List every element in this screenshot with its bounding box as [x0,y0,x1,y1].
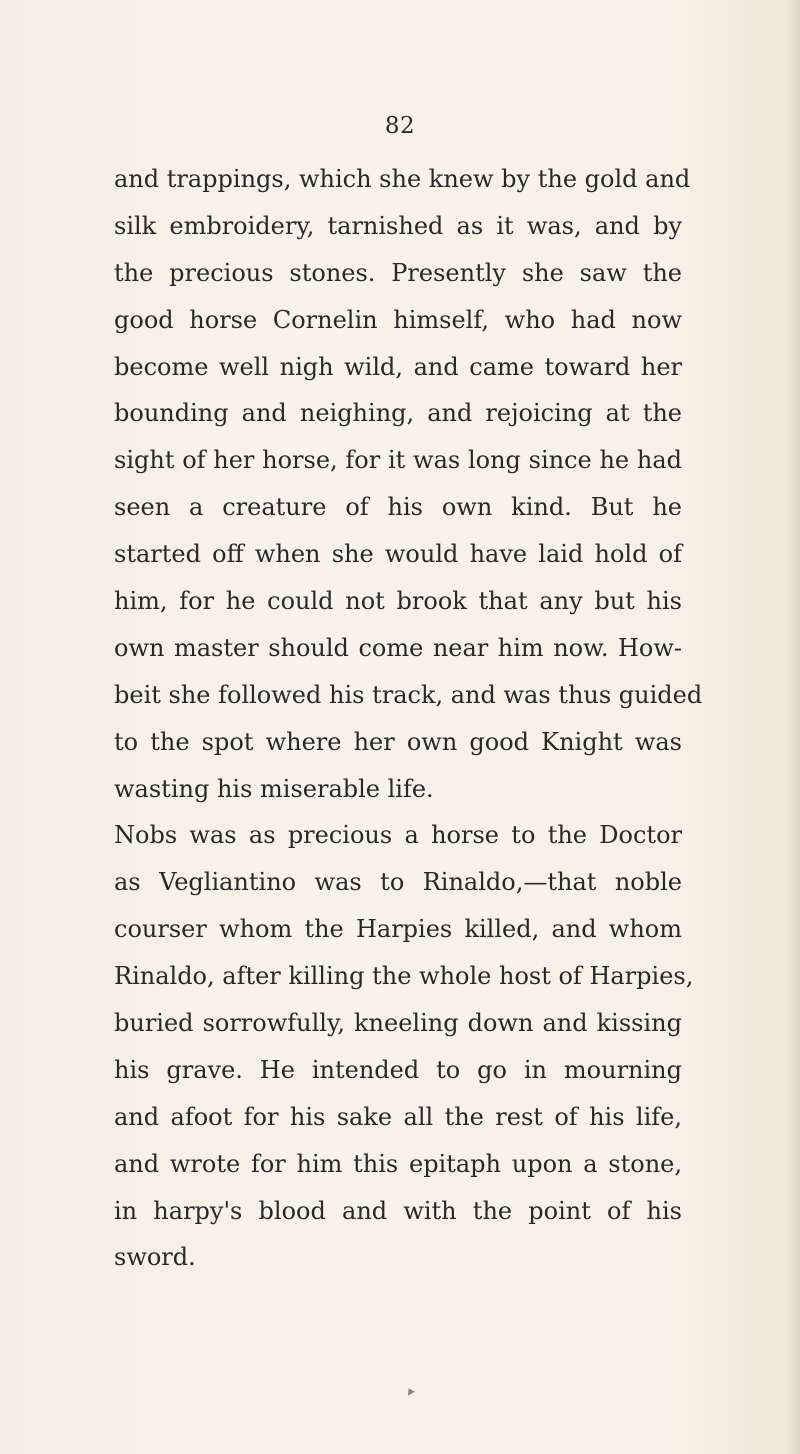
text-line: bounding and neighing, and rejoicing at the [114,399,682,428]
text-line: own master should come near him now. How- [114,633,682,662]
text-line: and trappings, which she knew by the gold and [114,165,691,193]
text-line: become well nigh wild, and came toward her [114,352,682,381]
text-line: him, for he could not brook that any but his [114,587,682,616]
text-line: good horse Cornelin himself, who had now [114,305,682,334]
text-line: Rinaldo, after killing the whole host of Harpies, [114,962,694,991]
text-line: the precious stones. Presently she saw the [114,258,682,287]
text-line: his grave. He intended to go in mourning [114,1055,682,1084]
text-line: buried sorrowfully, kneeling down and kissing [114,1009,682,1038]
text-line: in harpy's blood and with the point of his [114,1196,682,1225]
page-number: 82 [384,113,416,139]
text-line: wasting his miserable life. [114,774,434,803]
text-line: started off when she would have laid hold of [114,540,682,569]
text-line: seen a creature of his own kind. But he [114,493,682,522]
ink-speck [405,1386,415,1395]
text-line: beit she followed his track, and was thus guided [114,680,703,709]
text-line: and afoot for his sake all the rest of his life, [114,1102,682,1131]
text-line: Nobs was as precious a horse to the Doctor [114,821,682,850]
text-line: to the spot where her own good Knight was [114,727,682,756]
text-line: courser whom the Harpies killed, and whom [114,915,682,944]
text-line: sword. [114,1243,196,1272]
text-line: as Vegliantino was to Rinaldo,—that noble [114,868,682,897]
body-text [114,156,703,1281]
text-line: and wrote for him this epitaph upon a stone, [114,1149,682,1178]
text-line: sight of her horse, for it was long since he had [114,446,682,475]
text-line: silk embroidery, tarnished as it was, and by [114,211,682,240]
page-edge-shadow [786,0,800,1454]
